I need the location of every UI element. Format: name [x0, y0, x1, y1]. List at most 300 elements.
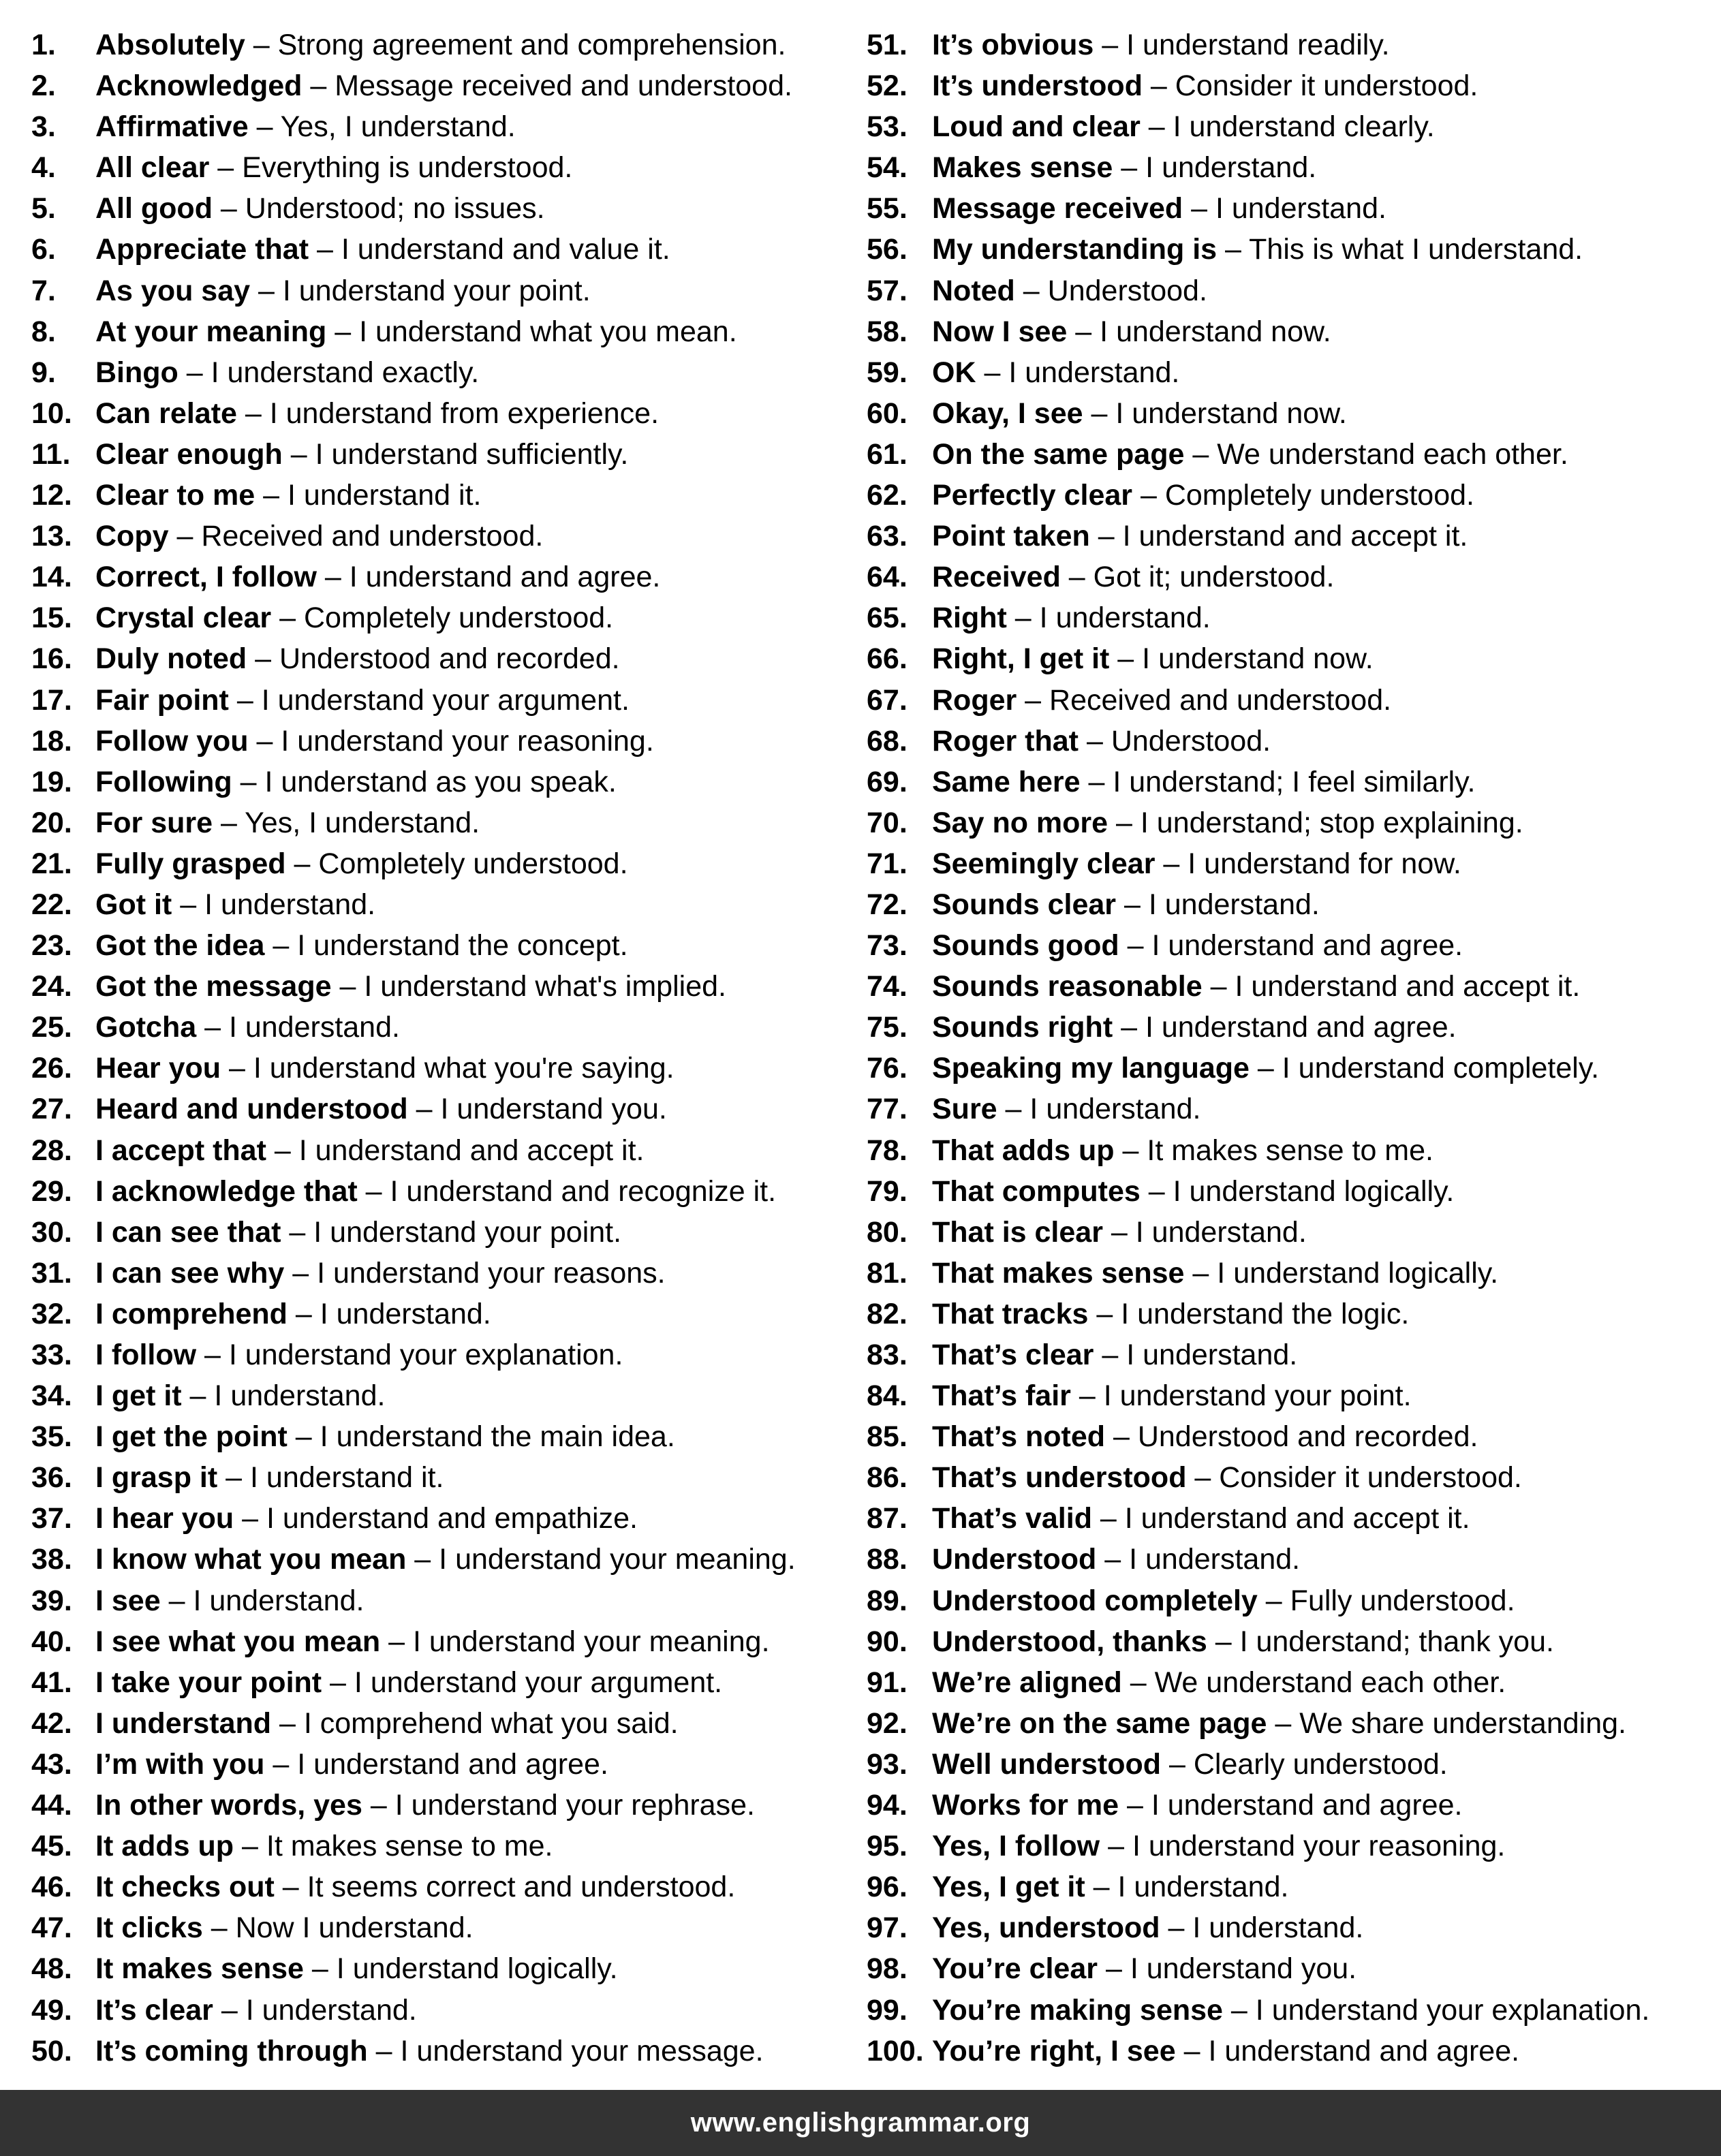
item-number: 76. — [867, 1052, 908, 1085]
list-item — [31, 1866, 849, 1907]
item-number: 4. — [31, 151, 56, 185]
item-definition: I understand and accept it. — [298, 1134, 645, 1167]
item-separator: – — [196, 1011, 229, 1044]
item-separator: – — [1070, 1379, 1104, 1413]
list-item — [31, 1212, 849, 1253]
item-number: 26. — [31, 1052, 72, 1085]
item-number: 35. — [31, 1420, 72, 1454]
item-text — [95, 1907, 474, 1948]
item-phrase: That’s fair — [932, 1379, 1071, 1413]
item-definition: I understand and recognize it. — [390, 1174, 777, 1208]
list-item — [867, 597, 1711, 638]
item-number: 17. — [31, 683, 72, 717]
item-separator: – — [1114, 1134, 1147, 1167]
item-phrase: For sure — [95, 806, 213, 839]
list-item — [31, 1294, 849, 1334]
list-item — [867, 680, 1711, 721]
list-item — [867, 516, 1711, 557]
item-definition: I understand now. — [1142, 642, 1374, 676]
list-item — [867, 2031, 1711, 2072]
item-definition: I understand your reasoning. — [1132, 1830, 1506, 1863]
list-item — [31, 1580, 849, 1621]
item-phrase: We’re on the same page — [932, 1706, 1267, 1740]
item-number: 37. — [31, 1502, 72, 1535]
item-text — [95, 1171, 776, 1212]
item-phrase: Speaking my language — [932, 1052, 1250, 1085]
item-definition: Completely understood. — [318, 847, 628, 880]
item-phrase: You’re making sense — [932, 1993, 1223, 2027]
item-definition: I understand the logic. — [1121, 1297, 1410, 1330]
item-number: 84. — [867, 1379, 908, 1413]
item-phrase: Following — [95, 765, 232, 798]
item-definition: I comprehend what you said. — [303, 1706, 679, 1740]
item-separator: – — [1267, 1706, 1300, 1740]
item-phrase: Fair point — [95, 683, 229, 717]
item-number: 73. — [867, 929, 908, 963]
item-number: 81. — [867, 1256, 908, 1290]
item-phrase: Duly noted — [95, 642, 247, 676]
item-number: 67. — [867, 683, 908, 717]
item-separator: – — [217, 1461, 251, 1495]
item-text — [95, 802, 480, 843]
item-number: 36. — [31, 1461, 72, 1495]
item-text — [95, 1990, 417, 2031]
item-phrase: Sounds right — [932, 1011, 1113, 1044]
item-text — [932, 597, 1211, 638]
item-separator: – — [1060, 561, 1094, 594]
list-item — [31, 475, 849, 516]
list-item — [867, 884, 1711, 925]
item-text — [932, 106, 1435, 147]
item-number: 60. — [867, 396, 908, 430]
item-phrase: I know what you mean — [95, 1543, 407, 1576]
list-item — [867, 1253, 1711, 1294]
item-separator: – — [303, 1952, 337, 1986]
item-phrase: Sounds reasonable — [932, 970, 1203, 1003]
item-definition: I understand now. — [1100, 315, 1331, 348]
item-definition: Completely understood. — [303, 602, 614, 635]
item-phrase: Correct, I follow — [95, 561, 317, 594]
list-item — [31, 1785, 849, 1826]
item-text — [932, 557, 1334, 597]
item-number: 79. — [867, 1174, 908, 1208]
item-phrase: Yes, understood — [932, 1911, 1160, 1945]
item-number: 25. — [31, 1011, 72, 1044]
list-item — [31, 1375, 849, 1416]
item-separator: – — [357, 1174, 390, 1208]
item-number: 66. — [867, 642, 908, 676]
list-item — [867, 557, 1711, 597]
list-item — [867, 188, 1711, 229]
item-definition: This is what I understand. — [1249, 233, 1583, 266]
item-text — [95, 1744, 608, 1785]
item-text — [95, 65, 792, 106]
item-text — [932, 680, 1391, 721]
item-definition: Received and understood. — [1049, 683, 1392, 717]
item-definition: I understand your meaning. — [413, 1625, 770, 1658]
item-separator: – — [1155, 847, 1188, 880]
item-text — [95, 1294, 491, 1334]
item-text — [95, 557, 660, 597]
item-phrase: I accept that — [95, 1134, 266, 1167]
item-phrase: Sounds clear — [932, 888, 1117, 921]
item-separator: – — [1083, 396, 1116, 430]
item-text — [95, 721, 654, 762]
item-definition: I understand and accept it. — [1124, 1502, 1470, 1535]
item-separator: – — [1017, 683, 1050, 717]
item-text — [95, 475, 481, 516]
item-definition: I understand the main idea. — [320, 1420, 675, 1454]
list-item — [31, 1907, 849, 1948]
item-phrase: That makes sense — [932, 1256, 1185, 1290]
item-number: 31. — [31, 1256, 72, 1290]
item-definition: Received and understood. — [201, 520, 544, 553]
item-number: 65. — [867, 602, 908, 635]
item-definition: It seems correct and understood. — [307, 1871, 736, 1904]
list-item — [31, 229, 849, 270]
list-item — [867, 434, 1711, 475]
item-phrase: That’s valid — [932, 1502, 1092, 1535]
item-number: 40. — [31, 1625, 72, 1658]
item-number: 97. — [867, 1911, 908, 1945]
item-number: 27. — [31, 1093, 72, 1126]
item-separator: – — [234, 1830, 266, 1863]
item-number: 47. — [31, 1911, 72, 1945]
item-separator: – — [1113, 1011, 1145, 1044]
item-phrase: I see — [95, 1584, 161, 1617]
item-phrase: Sure — [932, 1093, 997, 1126]
item-text — [932, 1662, 1506, 1703]
item-phrase: All clear — [95, 151, 210, 185]
item-text — [95, 925, 628, 966]
item-separator: – — [209, 151, 243, 185]
item-number: 91. — [867, 1666, 908, 1699]
list-item — [867, 229, 1711, 270]
list-item — [867, 925, 1711, 966]
item-definition: I understand and agree. — [297, 1747, 608, 1781]
item-number: 49. — [31, 1993, 72, 2027]
item-text — [932, 762, 1476, 802]
item-number: 100. — [867, 2034, 924, 2067]
item-separator: – — [997, 1093, 1030, 1126]
item-phrase: Right, I get it — [932, 642, 1110, 676]
item-phrase: Makes sense — [932, 151, 1113, 185]
item-definition: Understood and recorded. — [279, 642, 620, 676]
item-text — [95, 1130, 645, 1171]
item-text — [932, 434, 1568, 475]
item-phrase: My understanding is — [932, 233, 1218, 266]
item-number: 33. — [31, 1339, 72, 1371]
item-separator: – — [1222, 1993, 1256, 2027]
item-definition: I understand. — [1215, 192, 1386, 225]
item-definition: I understand logically. — [336, 1952, 618, 1986]
item-text — [95, 1212, 621, 1253]
item-separator: – — [274, 1871, 307, 1904]
item-phrase: Understood, thanks — [932, 1625, 1207, 1658]
item-phrase: We’re aligned — [932, 1666, 1122, 1699]
item-number: 75. — [867, 1011, 908, 1044]
list-item — [867, 106, 1711, 147]
item-separator: – — [1113, 151, 1146, 185]
item-text — [932, 638, 1374, 679]
item-text — [932, 147, 1316, 188]
list-item — [31, 65, 849, 106]
item-text — [932, 1621, 1554, 1662]
footer-website-link[interactable]: www.englishgrammar.org — [690, 2108, 1031, 2138]
list-item — [31, 557, 849, 597]
item-number: 5. — [31, 192, 56, 225]
item-separator: – — [1249, 1052, 1282, 1085]
item-phrase: Understood completely — [932, 1584, 1258, 1617]
item-phrase: That computes — [932, 1174, 1141, 1208]
item-separator: – — [1142, 69, 1175, 103]
item-separator: – — [168, 520, 202, 553]
item-number: 70. — [867, 806, 908, 839]
item-number: 13. — [31, 520, 72, 553]
item-text — [932, 352, 1179, 393]
item-text — [95, 434, 628, 475]
item-phrase: Message received — [932, 192, 1183, 225]
item-phrase: I acknowledge that — [95, 1174, 358, 1208]
item-definition: I understand; stop explaining. — [1140, 806, 1523, 839]
list-item — [31, 1130, 849, 1171]
item-phrase: That adds up — [932, 1134, 1115, 1167]
item-phrase: Copy — [95, 520, 169, 553]
item-text — [932, 393, 1347, 434]
item-phrase: You’re clear — [932, 1952, 1098, 1986]
item-number: 59. — [867, 356, 908, 389]
item-number: 45. — [31, 1830, 72, 1863]
item-definition: I understand from experience. — [269, 396, 660, 430]
item-number: 30. — [31, 1215, 72, 1249]
list-item — [867, 1048, 1711, 1089]
item-number: 39. — [31, 1584, 72, 1617]
item-separator: – — [271, 602, 304, 635]
item-text — [95, 884, 375, 925]
item-text — [95, 1621, 770, 1662]
item-text — [932, 721, 1271, 762]
item-separator: – — [264, 1747, 298, 1781]
item-separator: – — [1094, 1339, 1127, 1371]
item-separator: – — [1094, 29, 1127, 61]
phrase-list-left-column — [31, 25, 849, 2072]
item-text — [95, 1089, 667, 1129]
item-separator: – — [1108, 806, 1141, 839]
item-text — [932, 2031, 1519, 2072]
item-separator: – — [1098, 1952, 1130, 1986]
item-number: 21. — [31, 847, 72, 880]
item-number: 89. — [867, 1584, 908, 1617]
item-phrase: I’m with you — [95, 1747, 265, 1781]
item-separator: – — [1202, 970, 1235, 1003]
list-item — [867, 1171, 1711, 1212]
list-item — [31, 2031, 849, 2072]
list-item — [31, 1948, 849, 1989]
item-phrase: Hear you — [95, 1052, 221, 1085]
item-text — [932, 1703, 1626, 1744]
item-definition: I understand. — [193, 1584, 365, 1617]
item-definition: I understand your argument. — [354, 1666, 723, 1699]
item-separator: – — [281, 1215, 314, 1249]
item-phrase: Acknowledged — [95, 69, 303, 103]
item-number: 55. — [867, 192, 908, 225]
item-number: 10. — [31, 396, 72, 430]
item-text — [932, 516, 1468, 557]
item-definition: Consider it understood. — [1219, 1461, 1522, 1495]
item-definition: I understand as you speak. — [264, 765, 617, 798]
item-separator: – — [407, 1093, 441, 1126]
item-definition: I understand. — [245, 1993, 417, 2027]
item-phrase: Same here — [932, 765, 1081, 798]
item-definition: I understand. — [1008, 356, 1180, 389]
item-text — [932, 925, 1463, 966]
item-text — [95, 1498, 638, 1539]
item-definition: I understand. — [1117, 1871, 1289, 1904]
item-text — [932, 229, 1583, 270]
item-text — [95, 393, 659, 434]
item-number: 88. — [867, 1543, 908, 1576]
item-number: 53. — [867, 110, 908, 144]
item-separator: – — [1184, 437, 1218, 471]
item-text — [95, 1048, 675, 1089]
item-separator: – — [1089, 520, 1123, 553]
item-phrase: That tracks — [932, 1297, 1089, 1330]
item-definition: I understand and agree. — [349, 561, 661, 594]
item-text — [95, 1539, 796, 1580]
item-separator: – — [1140, 1174, 1173, 1208]
item-definition: I understand exactly. — [211, 356, 480, 389]
item-text — [932, 311, 1331, 352]
item-definition: I understand and accept it. — [1122, 520, 1468, 553]
list-item — [31, 1007, 849, 1048]
list-item — [31, 1703, 849, 1744]
item-number: 15. — [31, 602, 72, 635]
item-definition: I understand and agree. — [1145, 1011, 1457, 1044]
item-text — [95, 516, 543, 557]
item-text — [932, 1866, 1288, 1907]
list-item — [867, 1130, 1711, 1171]
item-definition: Yes, I understand. — [280, 110, 516, 144]
item-definition: I understand now. — [1115, 396, 1347, 430]
item-separator: – — [1186, 1461, 1220, 1495]
item-number: 11. — [31, 437, 71, 471]
item-number: 69. — [867, 765, 908, 798]
item-number: 18. — [31, 724, 72, 757]
item-separator: – — [1140, 110, 1173, 144]
list-item — [867, 638, 1711, 679]
item-text — [932, 1007, 1457, 1048]
item-separator: – — [255, 479, 288, 512]
item-definition: I understand; thank you. — [1239, 1625, 1554, 1658]
item-number: 16. — [31, 642, 72, 676]
item-text — [932, 1171, 1454, 1212]
list-item — [867, 1457, 1711, 1498]
item-definition: I understand it. — [288, 479, 482, 512]
item-number: 41. — [31, 1666, 72, 1699]
list-item — [31, 25, 849, 65]
list-item — [31, 1457, 849, 1498]
item-number: 94. — [867, 1789, 908, 1822]
item-separator: – — [1100, 1830, 1132, 1863]
item-phrase: That is clear — [932, 1215, 1103, 1249]
list-item — [867, 1621, 1711, 1662]
item-separator: – — [212, 192, 245, 225]
item-phrase: Now I see — [932, 315, 1068, 348]
list-item — [31, 188, 849, 229]
item-phrase: It’s coming through — [95, 2034, 368, 2067]
item-separator: – — [1119, 1789, 1151, 1822]
item-definition: I understand what you mean. — [359, 315, 737, 348]
item-phrase: It clicks — [95, 1911, 203, 1945]
item-number: 51. — [867, 29, 908, 61]
item-text — [932, 802, 1523, 843]
item-separator: – — [1161, 1747, 1194, 1781]
item-definition: I understand clearly. — [1173, 110, 1435, 144]
list-item — [31, 311, 849, 352]
item-definition: Strong agreement and comprehension. — [277, 29, 786, 61]
item-number: 63. — [867, 520, 908, 553]
item-separator: – — [221, 1052, 253, 1085]
item-phrase: I get it — [95, 1379, 182, 1413]
item-separator: – — [1096, 1543, 1130, 1576]
item-phrase: Appreciate that — [95, 233, 309, 266]
list-item — [31, 1539, 849, 1580]
list-item — [867, 1212, 1711, 1253]
list-item — [867, 1785, 1711, 1826]
item-text — [932, 884, 1320, 925]
item-separator: – — [1207, 1625, 1240, 1658]
item-phrase: I take your point — [95, 1666, 322, 1699]
list-item — [867, 1007, 1711, 1048]
list-item — [867, 1375, 1711, 1416]
item-number: 83. — [867, 1339, 908, 1371]
list-item — [31, 147, 849, 188]
item-phrase: Follow you — [95, 724, 249, 757]
item-number: 7. — [31, 274, 56, 307]
item-definition: I understand and empathize. — [266, 1502, 638, 1535]
item-number: 29. — [31, 1174, 72, 1208]
list-item — [867, 1334, 1711, 1375]
item-number: 71. — [867, 847, 908, 880]
item-separator: – — [181, 1379, 215, 1413]
item-separator: – — [1175, 2034, 1209, 2067]
item-phrase: Can relate — [95, 396, 237, 430]
item-phrase: I follow — [95, 1339, 197, 1371]
item-definition: I understand and agree. — [1151, 1789, 1463, 1822]
item-separator: – — [284, 1256, 317, 1290]
item-text — [932, 1130, 1433, 1171]
item-number: 48. — [31, 1952, 72, 1986]
item-phrase: I understand — [95, 1706, 272, 1740]
item-text — [95, 1785, 755, 1826]
item-definition: I understand. — [320, 1297, 491, 1330]
item-text — [932, 475, 1474, 516]
item-separator: – — [282, 437, 315, 471]
item-definition: I understand you. — [1130, 1952, 1357, 1986]
item-number: 50. — [31, 2034, 72, 2067]
list-item — [31, 843, 849, 884]
item-number: 32. — [31, 1297, 72, 1330]
item-separator: – — [287, 1297, 320, 1330]
item-separator: – — [213, 806, 245, 839]
item-separator: – — [285, 847, 319, 880]
item-text — [932, 966, 1580, 1007]
item-separator: – — [1088, 1297, 1121, 1330]
list-item — [31, 1048, 849, 1089]
list-item — [31, 762, 849, 802]
list-item — [31, 721, 849, 762]
item-separator: – — [160, 1584, 193, 1617]
